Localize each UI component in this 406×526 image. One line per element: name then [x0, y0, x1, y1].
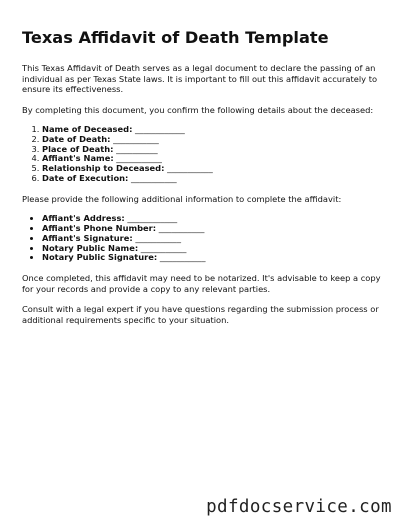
- additional-info-paragraph: Please provide the following additional information to complete the affidavit:: [22, 193, 342, 204]
- field-blank[interactable]: ___________: [159, 252, 206, 263]
- field-blank[interactable]: __________: [116, 143, 158, 154]
- notarize-paragraph: Once completed, this affidavit may need to be notarized. It's advisable to keep a copy for your records and provide a copy to any relevant parties.: [22, 273, 381, 294]
- field-label: Affiant's Phone Number:: [42, 223, 157, 234]
- field-label: Affiant's Address:: [42, 213, 125, 224]
- field-blank[interactable]: ____________: [127, 213, 178, 224]
- field-blank[interactable]: ____________: [135, 124, 185, 134]
- field-blank[interactable]: ___________: [158, 223, 205, 234]
- field-label: Notary Public Name:: [42, 242, 139, 253]
- field-label: Place of Death:: [42, 143, 114, 154]
- field-blank[interactable]: ___________: [131, 172, 177, 183]
- additional-details-list: [22, 214, 392, 263]
- list-item: [42, 174, 392, 184]
- field-blank[interactable]: ___________: [167, 163, 213, 174]
- field-label: Name of Deceased:: [42, 124, 133, 134]
- field-label: Relationship to Deceased:: [42, 163, 165, 174]
- field-label: Date of Death:: [42, 133, 111, 144]
- field-label: Affiant's Name:: [42, 153, 114, 164]
- field-label: Date of Execution:: [42, 172, 129, 183]
- field-label: Notary Public Signature:: [42, 252, 158, 263]
- intro-paragraph: This Texas Affidavit of Death serves as a legal document to declare the passing of an individual as per Texas State laws. It is important to fill out this affidavit accurately to ensure its effectiveness.: [22, 63, 378, 94]
- site-watermark: pdfdocservice.com: [206, 497, 392, 517]
- deceased-details-list: [22, 125, 392, 184]
- consult-paragraph: Consult with a legal expert if you have questions regarding the submission process or additional requirements specific to your situation.: [22, 304, 379, 325]
- list-item: [42, 253, 392, 263]
- field-blank[interactable]: ___________: [135, 232, 181, 243]
- confirm-paragraph: By completing this document, you confirm the following details about the deceased:: [22, 104, 374, 115]
- field-blank[interactable]: ___________: [140, 242, 187, 253]
- document-page: [22, 28, 392, 335]
- field-blank[interactable]: ___________: [113, 133, 159, 144]
- field-label: Affiant's Signature:: [42, 232, 133, 243]
- document-title: Texas Affidavit of Death Template: [22, 28, 329, 47]
- field-blank[interactable]: ___________: [116, 153, 162, 164]
